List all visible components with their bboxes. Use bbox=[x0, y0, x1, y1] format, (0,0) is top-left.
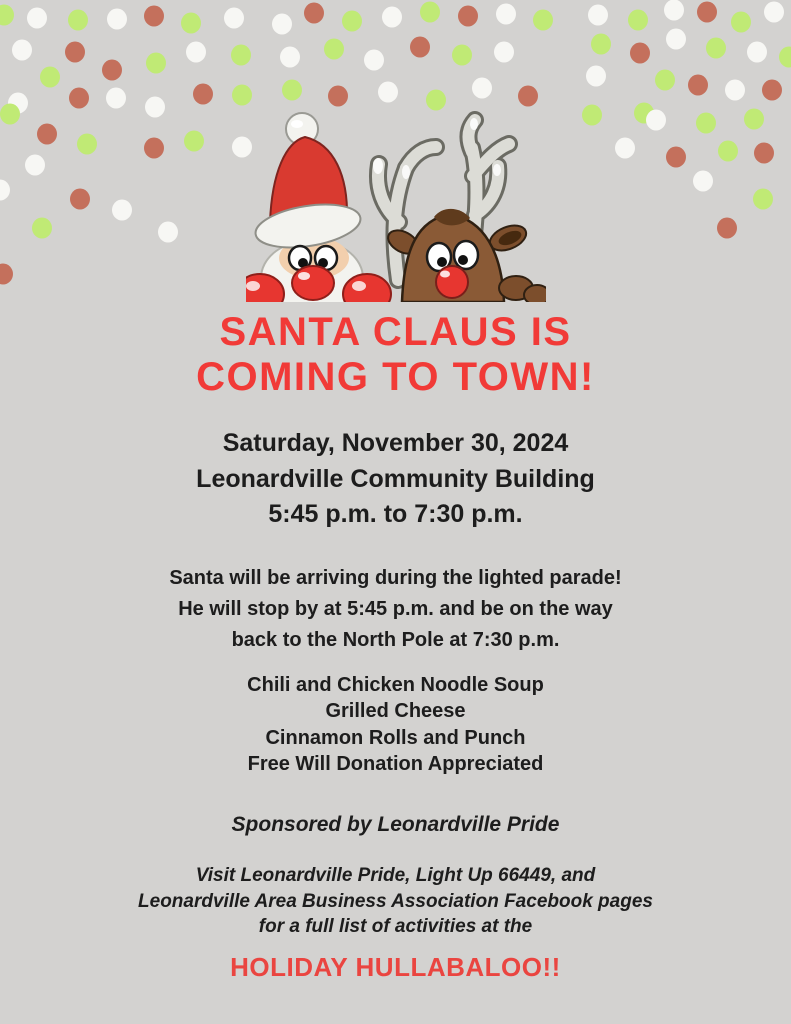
confetti-dot bbox=[40, 67, 60, 88]
confetti-dot bbox=[65, 42, 85, 63]
confetti-dot bbox=[144, 6, 164, 27]
santa-hat-brim-icon bbox=[252, 198, 363, 254]
confetti-dot bbox=[762, 80, 782, 101]
confetti-dot bbox=[328, 86, 348, 107]
confetti-dot bbox=[717, 218, 737, 239]
confetti-dot bbox=[37, 124, 57, 145]
confetti-dot bbox=[184, 131, 204, 152]
menu-item: Grilled Cheese bbox=[325, 700, 466, 723]
confetti-dot bbox=[630, 43, 650, 64]
confetti-dot bbox=[582, 105, 602, 126]
confetti-dot bbox=[494, 42, 514, 63]
confetti-dot bbox=[666, 29, 686, 50]
confetti-dot bbox=[102, 60, 122, 81]
confetti-dot bbox=[586, 66, 606, 87]
confetti-dot bbox=[458, 6, 478, 27]
confetti-dot bbox=[753, 189, 773, 210]
poster-title bbox=[0, 310, 791, 400]
event-time: 5:45 p.m. to 7:30 p.m. bbox=[268, 500, 523, 529]
confetti-dot bbox=[615, 138, 635, 159]
confetti-dot bbox=[588, 5, 608, 26]
confetti-dot bbox=[518, 86, 538, 107]
confetti-dot bbox=[27, 8, 47, 29]
event-date: Saturday, November 30, 2024 bbox=[222, 429, 569, 458]
menu-item: Cinnamon Rolls and Punch bbox=[265, 726, 526, 749]
confetti-dot bbox=[725, 80, 745, 101]
confetti-dot bbox=[496, 4, 516, 25]
confetti-dot bbox=[664, 0, 684, 21]
parade-line2: He will stop by at 5:45 p.m. and be on the way bbox=[178, 597, 613, 620]
confetti-dot bbox=[112, 200, 132, 221]
confetti-dot bbox=[697, 2, 717, 23]
confetti-dot bbox=[158, 222, 178, 243]
confetti-dot bbox=[342, 11, 362, 32]
confetti-dot bbox=[426, 90, 446, 111]
confetti-dot bbox=[382, 7, 402, 28]
confetti-dot bbox=[747, 42, 767, 63]
menu-item: Free Will Donation Appreciated bbox=[247, 753, 544, 776]
confetti-dot bbox=[744, 109, 764, 130]
confetti-dot bbox=[688, 75, 708, 96]
confetti-dot bbox=[280, 47, 300, 68]
reindeer-head-icon bbox=[402, 209, 504, 302]
confetti-dot bbox=[472, 78, 492, 99]
confetti-dot bbox=[706, 38, 726, 59]
confetti-dot bbox=[420, 2, 440, 23]
confetti-dot bbox=[410, 37, 430, 58]
confetti-dot bbox=[779, 47, 791, 68]
confetti-dot bbox=[224, 8, 244, 29]
confetti-dot bbox=[628, 10, 648, 31]
social-line3: for a full list of activities at the bbox=[258, 915, 533, 937]
confetti-dot bbox=[324, 39, 344, 60]
confetti-dot bbox=[646, 110, 666, 131]
confetti-dot bbox=[231, 45, 251, 66]
social-line1: Visit Leonardville Pride, Light Up 66449, and bbox=[195, 865, 596, 887]
confetti-dot bbox=[70, 189, 90, 210]
confetti-dot bbox=[378, 82, 398, 103]
confetti-dot bbox=[32, 218, 52, 239]
confetti-dot bbox=[533, 10, 553, 31]
confetti-dot bbox=[693, 171, 713, 192]
confetti-dot bbox=[232, 85, 252, 106]
confetti-dot bbox=[764, 2, 784, 23]
confetti-dot bbox=[666, 147, 686, 168]
event-venue: Leonardville Community Building bbox=[196, 464, 595, 493]
confetti-dot bbox=[591, 34, 611, 55]
santa-reindeer-illustration bbox=[246, 110, 546, 302]
confetti-dot bbox=[452, 45, 472, 66]
confetti-dot bbox=[25, 155, 45, 176]
confetti-dot bbox=[144, 138, 164, 159]
confetti-dot bbox=[77, 134, 97, 155]
confetti-dot bbox=[146, 53, 166, 74]
confetti-dot bbox=[145, 97, 165, 118]
reindeer-hoof-icon bbox=[499, 276, 546, 302]
confetti-dot bbox=[193, 84, 213, 105]
parade-line1: Santa will be arriving during the lighted parade! bbox=[169, 566, 622, 589]
social-line2: Leonardville Area Business Association Facebook pages bbox=[138, 890, 653, 912]
confetti-dot bbox=[69, 88, 89, 109]
confetti-dot bbox=[181, 13, 201, 34]
sponsor-line: Sponsored by Leonardville Pride bbox=[231, 813, 560, 837]
santa-red-nose-icon bbox=[292, 266, 334, 300]
confetti-dot bbox=[731, 12, 751, 33]
poster-title-line2: COMING TO TOWN! bbox=[196, 355, 595, 400]
confetti-dot bbox=[106, 88, 126, 109]
confetti-dot bbox=[0, 5, 14, 26]
confetti-dot bbox=[0, 180, 10, 201]
santa-icon bbox=[246, 113, 391, 302]
confetti-dot bbox=[696, 113, 716, 134]
confetti-dot bbox=[655, 70, 675, 91]
confetti-dot bbox=[107, 9, 127, 30]
confetti-dot bbox=[0, 264, 13, 285]
confetti-dot bbox=[12, 40, 32, 61]
confetti-dot bbox=[0, 104, 20, 125]
holiday-hullabaloo-title: HOLIDAY HULLABALOO!! bbox=[230, 951, 561, 982]
reindeer-red-nose-icon bbox=[436, 266, 468, 298]
confetti-dot bbox=[282, 80, 302, 101]
confetti-dot bbox=[186, 42, 206, 63]
confetti-dot bbox=[272, 14, 292, 35]
confetti-dot bbox=[68, 10, 88, 31]
confetti-dot bbox=[304, 3, 324, 24]
confetti-dot bbox=[364, 50, 384, 71]
parade-line3: back to the North Pole at 7:30 p.m. bbox=[231, 628, 560, 651]
menu-item: Chili and Chicken Noodle Soup bbox=[247, 673, 544, 696]
poster-title-line1: SANTA CLAUS IS bbox=[219, 310, 572, 354]
confetti-dot bbox=[718, 141, 738, 162]
santa-reindeer-svg bbox=[246, 110, 546, 302]
confetti-dot bbox=[754, 143, 774, 164]
